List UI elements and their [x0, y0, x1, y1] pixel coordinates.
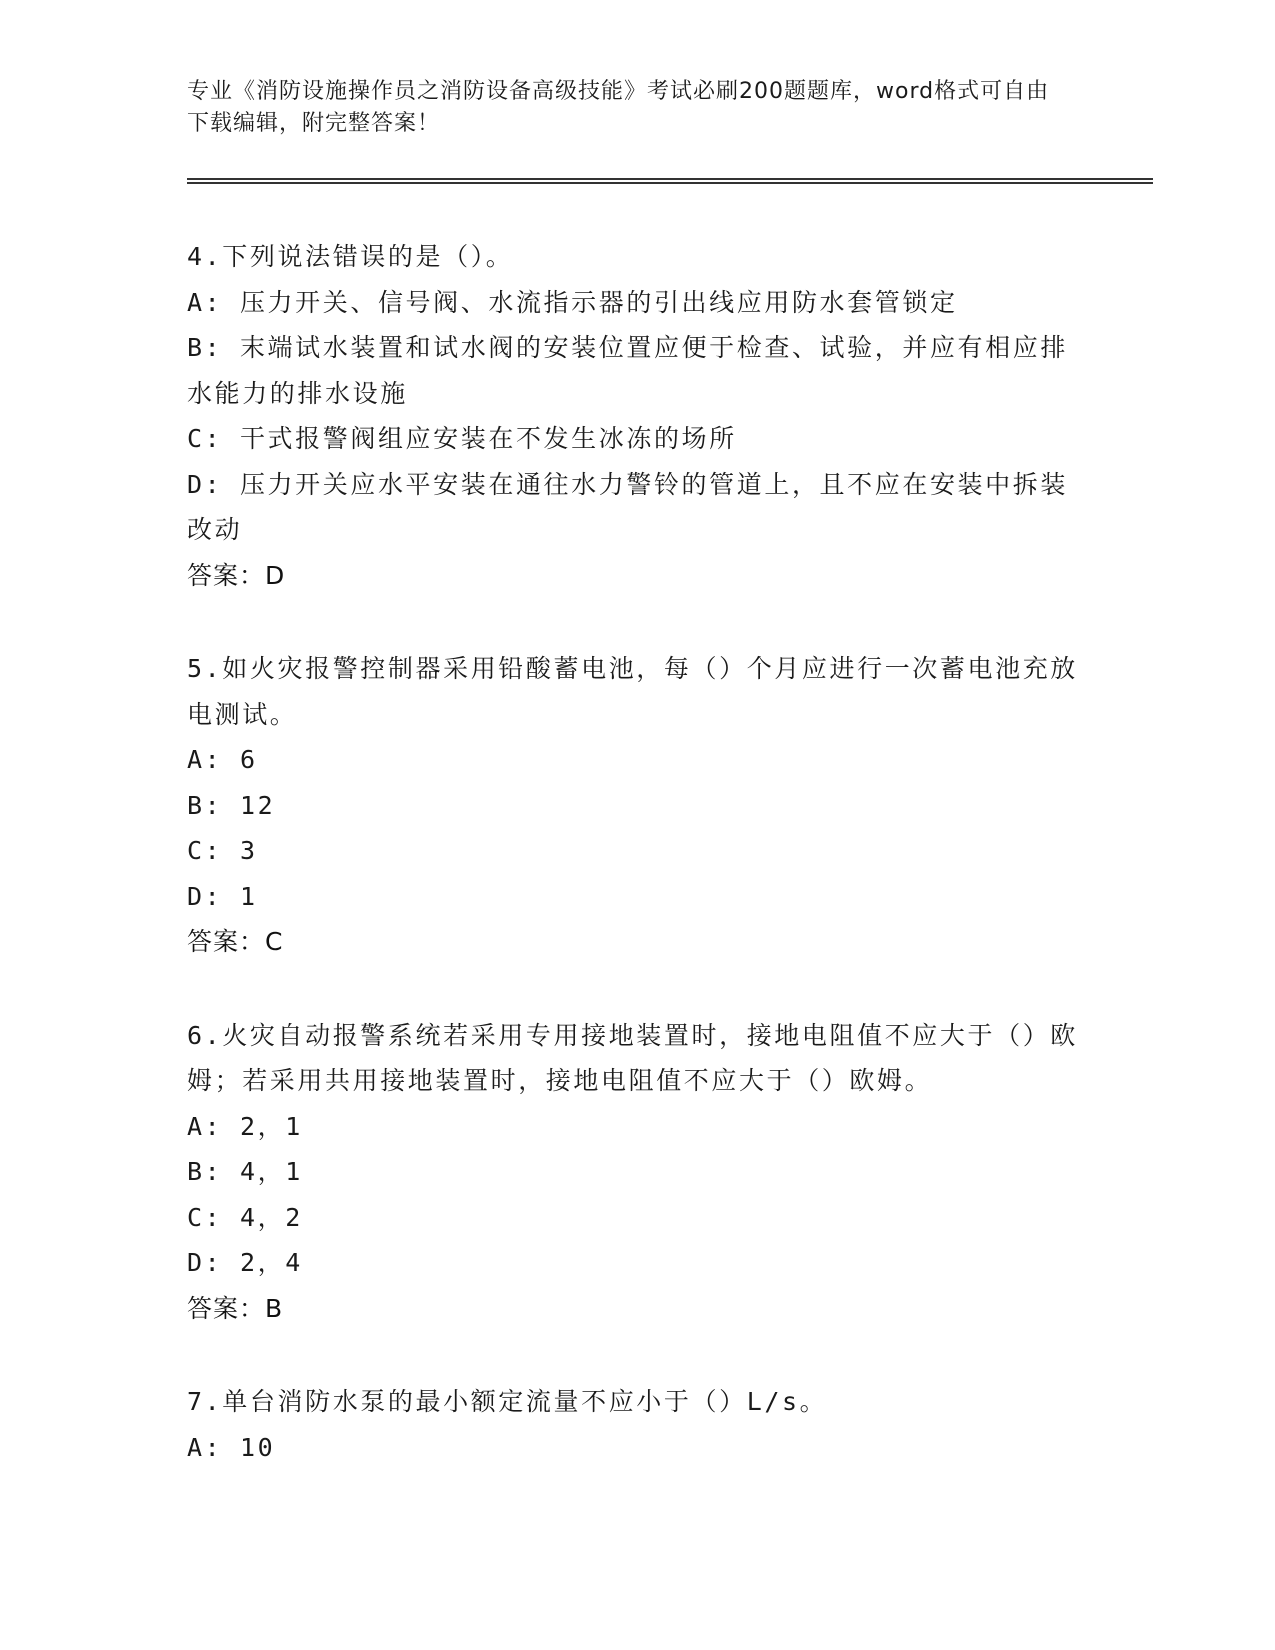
question-stem: 7.单台消防水泵的最小额定流量不应小于（）L/s。: [187, 1387, 828, 1416]
question-item: [187, 234, 1087, 598]
question-item: [187, 1379, 1087, 1470]
question-stem: 4.下列说法错误的是（）。: [187, 242, 514, 271]
document-header: 专业《消防设施操作员之消防设备高级技能》考试必刷200题题库，word格式可自由下载编辑，附完整答案！: [187, 79, 1050, 136]
question-stem: 5.如火灾报警控制器采用铅酸蓄电池，每（）个月应进行一次蓄电池充放电测试。: [187, 654, 1078, 729]
option-d: D: 2，4: [187, 1248, 303, 1277]
option-a: A: 6: [187, 745, 258, 774]
answer-label: 答案：B: [187, 1293, 284, 1323]
option-b: B: 4，1: [187, 1157, 303, 1186]
header-divider: [187, 178, 1153, 184]
option-b: B: 12: [187, 790, 276, 820]
option-a: A: 压力开关、信号阀、水流指示器的引出线应用防水套管锁定: [187, 287, 958, 317]
answer-label: 答案：C: [187, 927, 284, 956]
option-a: A: 10: [187, 1432, 276, 1462]
answer-label: 答案：D: [187, 560, 286, 590]
option-c: C: 干式报警阀组应安装在不发生冰冻的场所: [187, 424, 737, 453]
option-d: D: 压力开关应水平安装在通往水力警铃的管道上，且不应在安装中拆装改动: [187, 469, 1068, 544]
option-a: A: 2，1: [187, 1111, 303, 1141]
question-item: [187, 1013, 1087, 1332]
question-item: [187, 646, 1087, 965]
option-b: B: 末端试水装置和试水阀的安装位置应便于检查、试验，并应有相应排水能力的排水设施: [187, 333, 1068, 408]
option-d: D: 1: [187, 881, 258, 911]
question-list: [187, 234, 1087, 1518]
option-c: C: 3: [187, 836, 258, 865]
question-stem: 6.火灾自动报警系统若采用专用接地装置时，接地电阻值不应大于（）欧姆；若采用共用接地装置时，接地电阻值不应大于（）欧姆。: [187, 1020, 1078, 1095]
option-c: C: 4，2: [187, 1202, 303, 1232]
